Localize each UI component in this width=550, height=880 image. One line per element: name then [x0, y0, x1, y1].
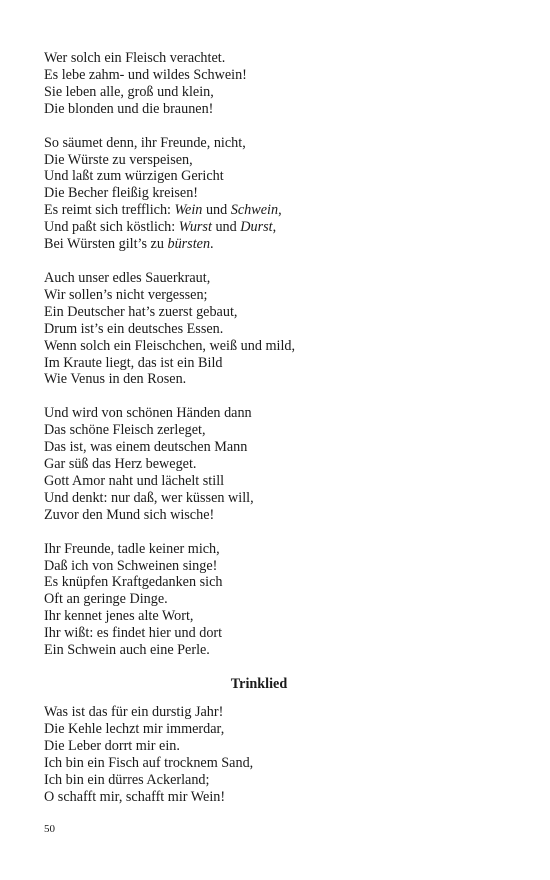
stanza [44, 704, 474, 805]
verse-line [44, 625, 474, 642]
verse-line [44, 541, 474, 558]
text-segment: Ihr wißt: es findet hier und dort [44, 625, 223, 642]
verse-line [44, 507, 474, 524]
verse-line [44, 67, 474, 84]
verse-line [44, 574, 474, 591]
text-segment: Gott Amor naht und lächelt still [44, 472, 225, 489]
verse-line [44, 338, 474, 355]
text-segment: So säumet denn, ihr Freunde, nicht, [44, 134, 246, 151]
text-segment: O schafft mir, schafft mir Wein! [44, 788, 226, 805]
text-segment: Die blonden und die braunen! [44, 100, 214, 117]
italic-text: Wurst [178, 219, 212, 236]
verse-line [44, 558, 474, 575]
text-segment: Das ist, was einem deutschen Mann [44, 439, 248, 456]
poem-trinklied [44, 704, 474, 805]
verse-line [44, 202, 474, 219]
verse-line [44, 321, 474, 338]
text-segment: Es reimt sich trefflich: [44, 202, 175, 219]
text-segment: Ich bin ein dürres Ackerland; [44, 771, 210, 788]
text-segment: Sie leben alle, groß und klein, [44, 83, 214, 100]
verse-line [44, 84, 474, 101]
verse-line [44, 473, 474, 490]
stanza [44, 50, 474, 118]
verse-line [44, 704, 474, 721]
stanza [44, 135, 474, 253]
stanza [44, 405, 474, 523]
text-segment: Gar süß das Herz beweget. [44, 456, 197, 473]
text-segment: Und denkt: nur daß, wer küssen will, [44, 489, 254, 506]
text-segment: und [202, 202, 231, 219]
text-segment: Die Würste zu verspeisen, [44, 151, 193, 168]
verse-line [44, 738, 474, 755]
text-segment: Ein Deutscher hat’s zuerst gebaut, [44, 303, 238, 320]
text-segment: Daß ich von Schweinen singe! [44, 557, 218, 574]
text-segment: , [272, 219, 277, 236]
text-segment: und [211, 219, 241, 236]
verse-line [44, 101, 474, 118]
verse-line [44, 168, 474, 185]
verse-line [44, 755, 474, 772]
verse-line [44, 772, 474, 789]
verse-line [44, 135, 474, 152]
verse-line [44, 608, 474, 625]
text-segment: Wer solch ein Fleisch verachtet. [44, 50, 226, 66]
text-segment: Und paßt sich köstlich: [44, 219, 179, 236]
text-segment: Wie Venus in den Rosen. [44, 371, 187, 388]
text-segment: Wenn solch ein Fleischchen, weiß und mild, [44, 337, 296, 354]
italic-text: Schwein [230, 202, 279, 219]
verse-line [44, 50, 474, 67]
verse-line [44, 789, 474, 806]
text-segment: Die Leber dorrt mir ein. [44, 737, 180, 754]
poem-continuation [44, 50, 474, 659]
text-segment: , [278, 202, 282, 219]
stanza [44, 270, 474, 388]
verse-line [44, 185, 474, 202]
verse-line [44, 456, 474, 473]
text-segment: Wir sollen’s nicht vergessen; [44, 286, 208, 303]
verse-line [44, 371, 474, 388]
verse-line [44, 721, 474, 738]
text-segment: Und wird von schönen Händen dann [44, 405, 252, 422]
text-segment: Im Kraute liegt, das ist ein Bild [44, 354, 223, 371]
text-segment: Und laßt zum würzigen Gericht [44, 168, 224, 185]
text-segment: Es lebe zahm- und wildes Schwein! [44, 66, 247, 83]
verse-line [44, 236, 474, 253]
italic-text: Wein [174, 202, 203, 219]
text-segment: Es knüpfen Kraftgedanken sich [44, 574, 223, 591]
text-segment: Ihr Freunde, tadle keiner mich, [44, 540, 220, 557]
text-segment: Was ist das für ein durstig Jahr! [44, 704, 224, 720]
text-segment: Die Becher fleißig kreisen! [44, 185, 199, 202]
verse-line [44, 270, 474, 287]
poem-title: Trinklied [230, 676, 288, 692]
verse-line [44, 405, 474, 422]
verse-line [44, 287, 474, 304]
stanza [44, 541, 474, 659]
page-number: 50 [44, 823, 55, 835]
text-segment: Auch unser edles Sauerkraut, [44, 269, 211, 286]
text-segment: Ich bin ein Fisch auf trocknem Sand, [44, 754, 254, 771]
verse-line [44, 490, 474, 507]
text-segment: Ein Schwein auch eine Perle. [44, 642, 210, 659]
verse-line [44, 219, 474, 236]
text-segment: Das schöne Fleisch zerleget, [44, 422, 206, 439]
text-segment: Oft an geringe Dinge. [44, 591, 168, 608]
italic-text: bürsten [167, 236, 211, 253]
text-segment: Die Kehle lechzt mir immerdar, [44, 720, 225, 737]
text-segment: Drum ist’s ein deutsches Essen. [44, 320, 224, 337]
italic-text: Durst [240, 219, 273, 236]
verse-line [44, 422, 474, 439]
verse-line [44, 355, 474, 372]
verse-line [44, 642, 474, 659]
verse-line [44, 304, 474, 321]
page-content [44, 50, 474, 822]
text-segment: Bei Würsten gilt’s zu [44, 236, 168, 253]
text-segment: Ihr kennet jenes alte Wort, [44, 608, 194, 625]
verse-line [44, 152, 474, 169]
text-segment: . [210, 236, 214, 253]
text-segment: Zuvor den Mund sich wische! [44, 506, 215, 523]
verse-line [44, 591, 474, 608]
verse-line [44, 439, 474, 456]
